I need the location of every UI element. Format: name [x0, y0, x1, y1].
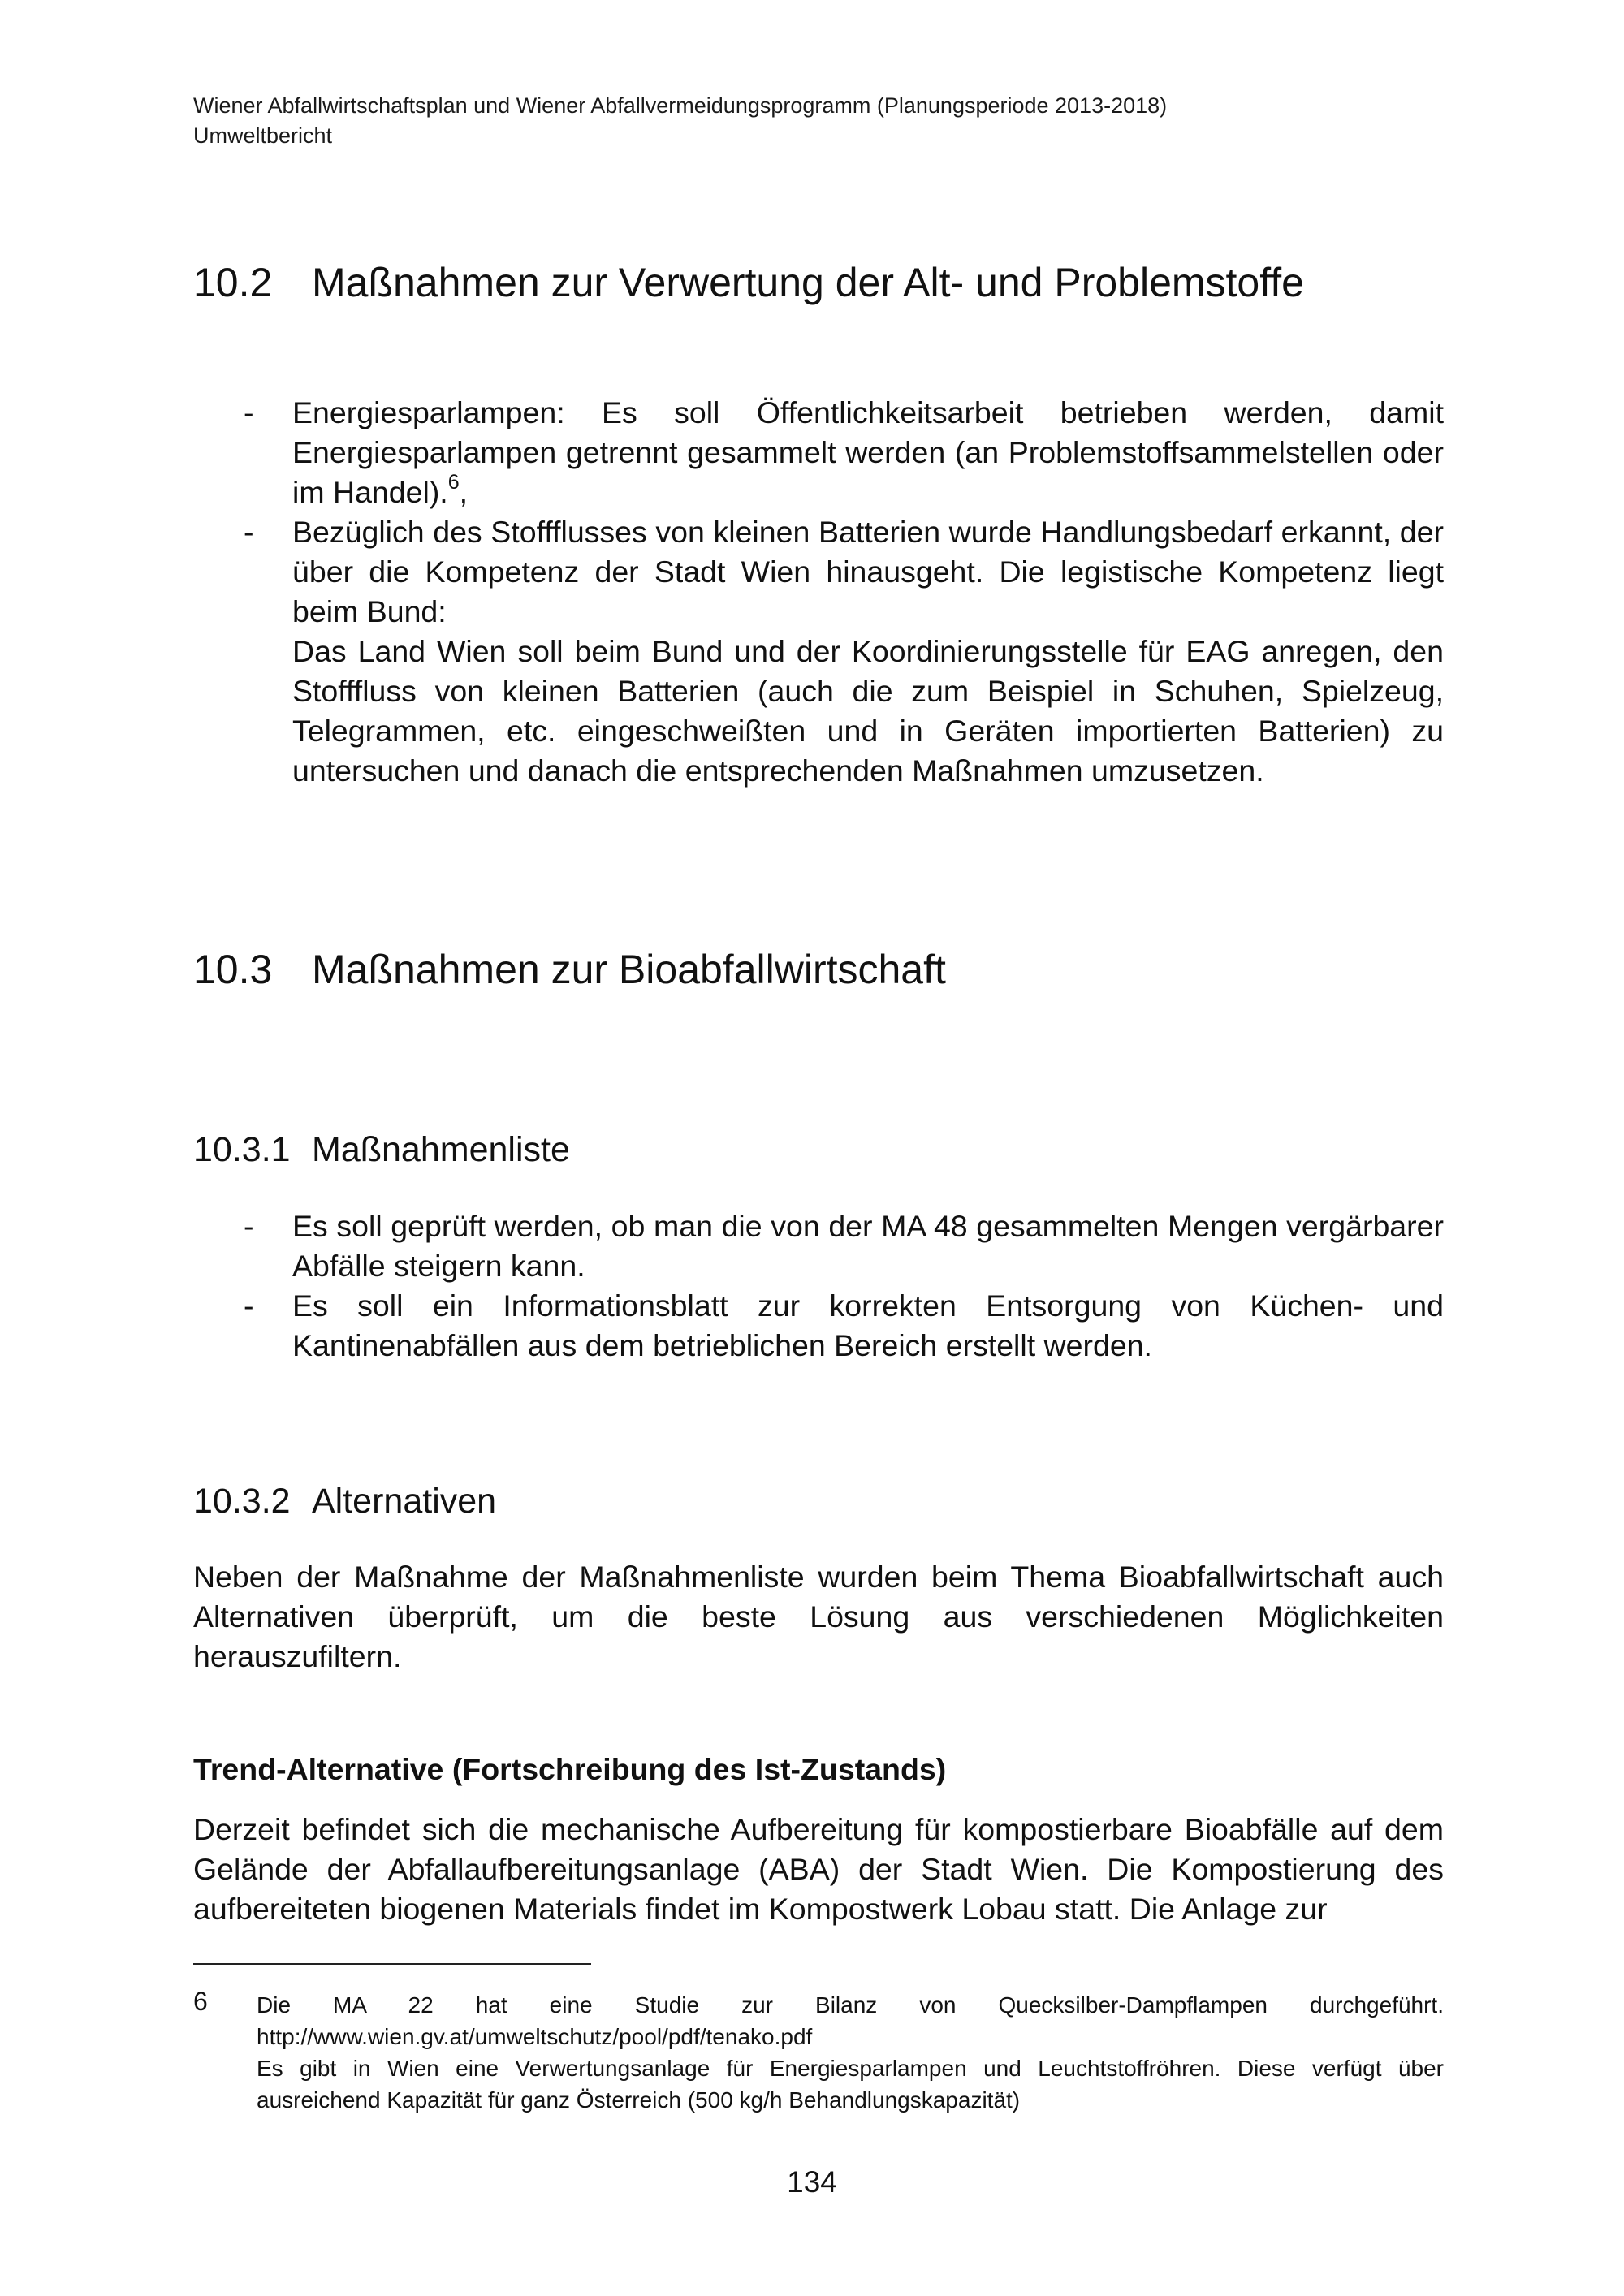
list-item [193, 1286, 1444, 1366]
running-header-title: Wiener Abfallwirtschaftsplan und Wiener Abfallvermeidungsprogramm (Planungsperiode 2013-2018) [193, 93, 1168, 118]
section-number: 10.3 [193, 947, 273, 992]
list-dash: - [244, 1209, 254, 1243]
list-dash: - [244, 395, 254, 429]
section-title: Maßnahmen zur Bioabfallwirtschaft [312, 947, 946, 992]
list-item-text: Es soll ein Informationsblatt zur korrekten Entsorgung von Küchen- und Kantinenabfällen aus dem betrieblichen Bereich erstellt werden. [292, 1288, 1444, 1362]
section-number: 10.3.2 [193, 1482, 291, 1521]
section-heading-10-3 [193, 945, 1444, 994]
list-item [193, 393, 1444, 512]
bullet-list-10-3-1 [193, 1206, 1444, 1366]
list-item [193, 512, 1444, 791]
running-header [193, 91, 1444, 151]
trend-alternative-paragraph: Derzeit befindet sich die mechanische Aufbereitung für kompostierbare Bioabfälle auf dem Gelände der Abfallaufbereitungsanlage (ABA) der Stadt Wien. Die Kompostierung des aufbereiteten biogenen Materials findet im Kompostwerk Lobau statt. Die Anlage zur [193, 1812, 1444, 1926]
running-header-subtitle: Umweltbericht [193, 123, 333, 148]
footnote-reference[interactable]: 6 [447, 470, 460, 494]
section-title: Maßnahmen zur Verwertung der Alt- und Problemstoffe [312, 260, 1304, 305]
footnote-line: Es gibt in Wien eine Verwertungsanlage für Energiesparlampen und Leuchtstoffröhren. Diese verfügt über ausreichend Kapazität für ganz Österreich (500 kg/h Behandlungskapazität) [257, 2056, 1444, 2113]
section-title: Alternativen [312, 1482, 497, 1521]
footnote-separator [193, 1963, 591, 1965]
section-number: 10.2 [193, 260, 273, 305]
section-title: Maßnahmenliste [312, 1130, 570, 1169]
section-number: 10.3.1 [193, 1130, 291, 1169]
alternatives-intro-paragraph: Neben der Maßnahme der Maßnahmenliste wurden beim Thema Bioabfallwirtschaft auch Alternativen überprüft, um die beste Lösung aus verschiedenen Möglichkeiten herauszufiltern. [193, 1560, 1444, 1673]
list-item-text: Es soll geprüft werden, ob man die von der MA 48 gesammelten Mengen vergärbarer Abfälle steigern kann. [292, 1209, 1444, 1283]
list-dash: - [244, 515, 254, 549]
list-item-text: Energiesparlampen: Es soll Öffentlichkeitsarbeit betrieben werden, damit Energiesparlampen getrennt gesammelt werden (an Problemstoffsammelstellen oder im Handel).$^6$, [292, 395, 1444, 509]
list-item-continuation: Das Land Wien soll beim Bund und der Koordinierungsstelle für EAG anregen, den Stofffluss von kleinen Batterien (auch die zum Beispiel in Schuhen, Spielzeug, Telegrammen, etc. eingeschweißten und in Geräten importierten Batterien) zu untersuchen und danach die entsprechenden Maßnahmen umzusetzen. [292, 634, 1444, 788]
footnote [193, 1989, 1444, 2116]
page-number: 134 [787, 2165, 837, 2199]
section-heading-10-2 [193, 258, 1444, 307]
section-heading-10-3-1 [193, 1128, 1444, 1172]
trend-alternative-heading: Trend-Alternative (Fortschreibung des Ist-Zustands) [193, 1752, 947, 1786]
section-heading-10-3-2 [193, 1479, 1444, 1523]
list-item-text: Bezüglich des Stoffflusses von kleinen Batterien wurde Handlungsbedarf erkannt, der über die Kompetenz der Stadt Wien hinausgeht. Die legistische Kompetenz liegt beim Bund: [292, 515, 1444, 628]
bullet-list-10-2 [193, 393, 1444, 791]
footnote-number: 6 [193, 1987, 208, 2016]
footnote-line: Die MA 22 hat eine Studie zur Bilanz von Quecksilber-Dampflampen durchgeführt. http://www.wien.gv.at/umweltschutz/pool/pdf/tenako.pdf [257, 1992, 1444, 2049]
list-item [193, 1206, 1444, 1286]
list-dash: - [244, 1288, 254, 1323]
